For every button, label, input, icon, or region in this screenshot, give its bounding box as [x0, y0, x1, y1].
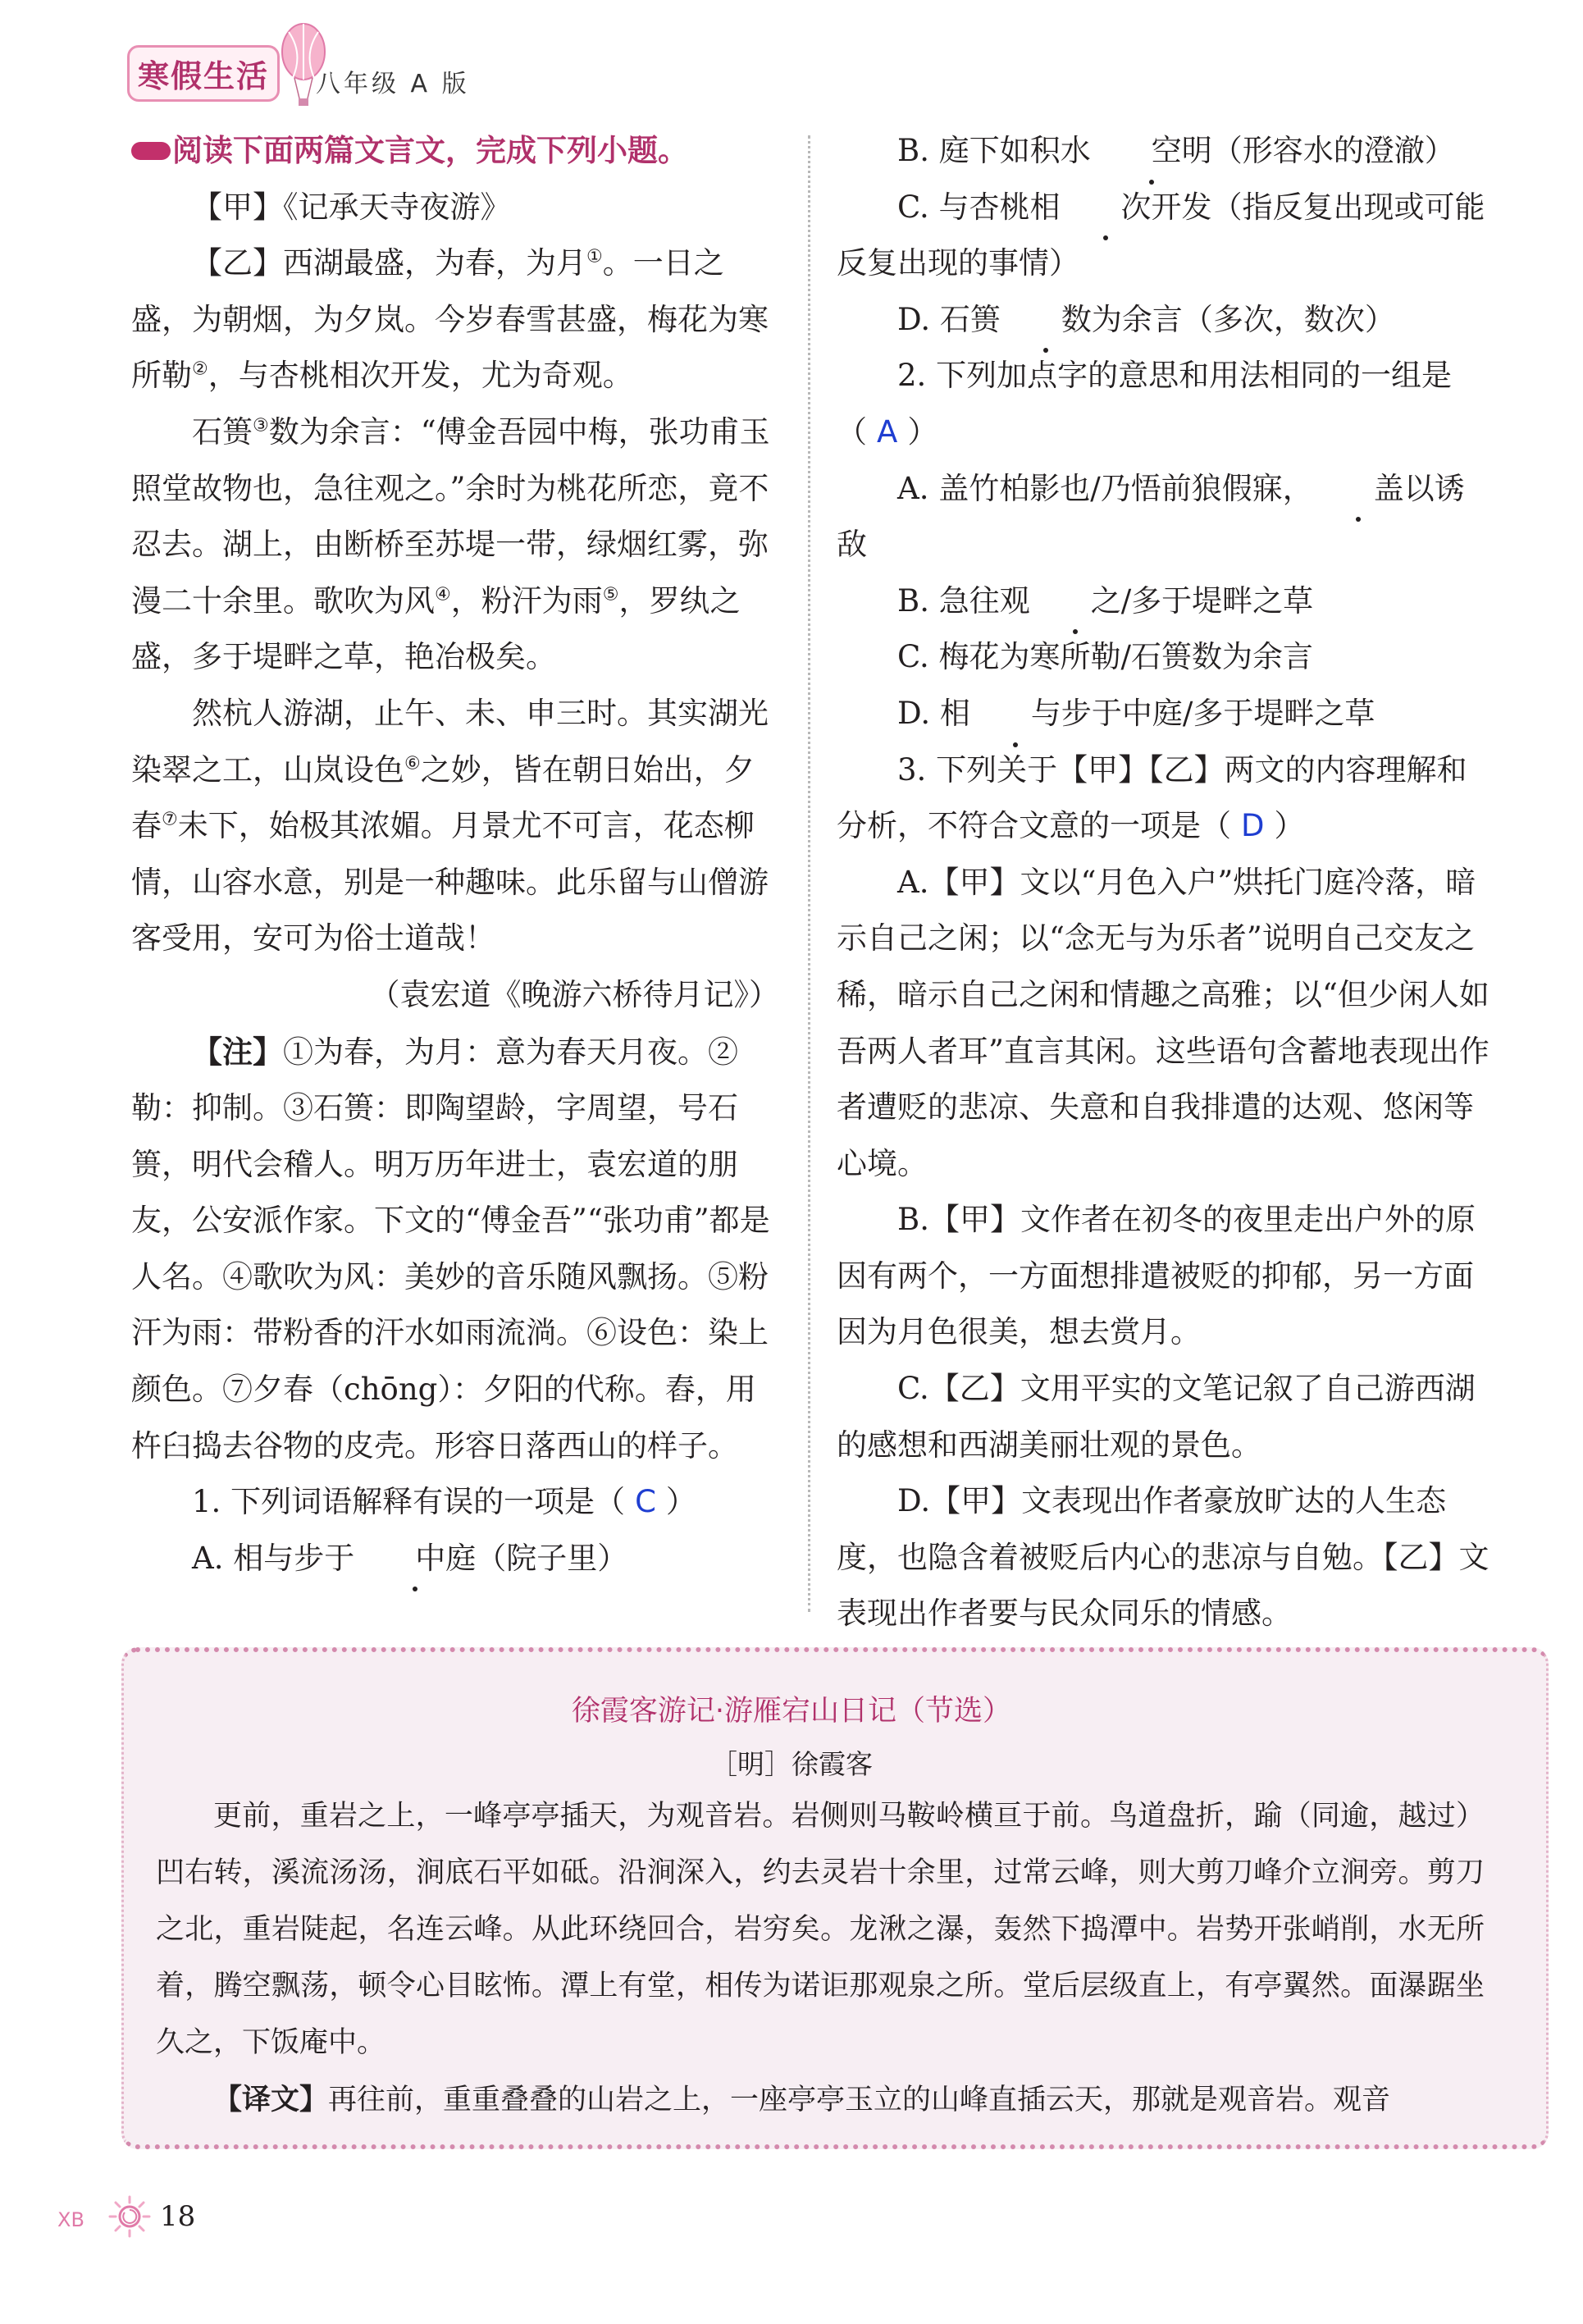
question-3-option-c: C.【乙】文用平实的文笔记叙了自己游西湖的感想和西湖美丽壮观的景色。 [837, 1371, 1476, 1463]
passage-source: （袁宏道《晚游六桥待月记》） [369, 976, 779, 1012]
question-1-option-c: C. 与杏桃相 次开发（指反复出现或可能反复出现的事情） [837, 180, 1493, 292]
passage-yi-paragraph-2: 石篑③数为余言：“傅金吾园中梅，张功甫玉照堂故物也，急往观之。”余时为桃花所恋，竟不忍去。湖上，由断桥至苏堤一带，绿烟红雾，弥漫二十余里。歌吹为风④，粉汗为雨⑤，罗纨之盛，多于堤畔之草，艳冶极矣。 [131, 413, 770, 675]
question-1-option-b: B. 庭下如积水 空明（形容水的澄澈） [837, 123, 1493, 180]
page-number: 18 [160, 2200, 196, 2233]
column-divider [808, 135, 810, 1612]
question-1-stem: 1. 下列词语解释有误的一项是（ C ） [192, 1484, 696, 1520]
question-3-option-b: B.【甲】文作者在初冬的夜里走出户外的原因有两个，一方面想排遣被贬的抑郁，另一方面因为月色很美，想去赏月。 [837, 1202, 1476, 1350]
passage-yi-paragraph-1: 【乙】西湖最盛，为春，为月①。一日之盛，为朝烟，为夕岚。今岁春雪甚盛，梅花为寒所勒②，与杏桃相次开发，尤为奇观。 [131, 245, 769, 394]
edition-mark: XB [57, 2208, 84, 2231]
answer-q3: D [1241, 808, 1265, 844]
question-3-option-d: D.【甲】文表现出作者豪放旷达的人生态度，也隐含着被贬后内心的悲凉与自勉。【乙】文表现出作者要与民众同乐的情感。 [837, 1483, 1489, 1632]
section-title: 阅读下面两篇文言文，完成下列小题。 [131, 123, 779, 180]
question-2-option-d: D. 相 与步于中庭/多于堤畔之草 [837, 686, 1493, 742]
question-2-stem: 2. 下列加点字的意思和用法相同的一组是（ A ） [837, 358, 1453, 450]
brand-logo: 寒假生活 [127, 45, 280, 102]
question-2-option-a: A. 盖竹柏影也/乃悟前狼假寐， 盖以诱敌 [837, 461, 1493, 573]
question-1-option-a: A. 相与步于 中庭（院子里） [131, 1531, 779, 1587]
notes: 【注】①为春，为月：意为春天月夜。②勒：抑制。③石篑：即陶望龄，字周望，号石篑，明代会稽人。明万历年进士，袁宏道的朋友，公安派作家。下文的“傅金吾”“张功甫”都是人名。④歌吹为风：美妙的音乐随风飘扬。⑤粉汗为雨：带粉香的汗水如雨流淌。⑥设色：染上颜色。⑦夕春（chōng）：夕阳的代称。舂，用杵臼捣去谷物的皮壳。形容日落西山的样子。 [131, 1033, 770, 1463]
question-3-option-a: A.【甲】文以“月色入户”烘托门庭冷落，暗示自己之闲；以“念无与为乐者”说明自己交友之稀，暗示自己之闲和情趣之高雅；以“但少闲人如吾两人者耳”直言其闲。这些语句含蓄地表现出作者遭贬的悲凉、失意和自我排遣的达观、悠闲等心境。 [837, 864, 1489, 1181]
extended-reading-text [156, 1788, 1485, 2129]
grade-label: 八年级 A 版 [316, 70, 470, 98]
passage-jia-title: 【甲】《记承天寺夜游》 [192, 189, 511, 225]
extended-reading-author: ［明］徐霞客 [710, 1748, 873, 1780]
answer-q2: A [877, 413, 898, 450]
passage-yi-paragraph-3: 然杭人游湖，止午、未、申三时。其实湖光染翠之工，山岚设色⑥之妙，皆在朝日始出，夕春⑦未下，始极其浓媚。月景尤不可言，花态柳情，山容水意，别是一种趣味。此乐留与山僧游客受用，安可为俗士道哉！ [131, 695, 769, 957]
translation-paragraph: 【译文】再往前，重重叠叠的山岩之上，一座亭亭玉立的山峰直插云天，那就是观音岩。观音 [213, 2083, 1391, 2116]
answer-q1: C [635, 1484, 656, 1520]
section-marker-icon [131, 142, 171, 160]
question-2-option-b: B. 急往观 之/多于堤畔之草 [837, 573, 1493, 630]
question-2-option-c: C. 梅花为寒所勒/石篑数为余言 [897, 639, 1313, 675]
right-column [837, 123, 1493, 1642]
extended-reading-title: 徐霞客游记·游雁宕山日记（节选） [571, 1695, 1012, 1728]
question-3-stem: 3. 下列关于【甲】【乙】两文的内容理解和分析，不符合文意的一项是（ D ） [837, 751, 1467, 844]
question-1-option-d: D. 石篑 数为余言（多次，数次） [837, 292, 1493, 349]
extended-reading-paragraph: 更前，重岩之上，一峰亭亭插天，为观音岩。岩侧则马鞍岭横亘于前。鸟道盘折，踰（同逾，越过）凹右转，溪流汤汤，涧底石平如砥。沿涧深入，约去灵岩十余里，过常云峰，则大剪刀峰介立涧旁。剪刀之北，重岩陡起，名连云峰。从此环绕回合，岩穷矣。龙湫之瀑，轰然下捣潭中。岩势开张峭削，水无所着，腾空飘荡，顿令心目眩怖。潭上有堂，相传为诺讵那观泉之所。堂后层级直上，有亭翼然。面瀑踞坐久之，下饭庵中。 [156, 1800, 1485, 2059]
sun-swirl-icon [107, 2194, 153, 2240]
left-column [131, 123, 779, 1587]
